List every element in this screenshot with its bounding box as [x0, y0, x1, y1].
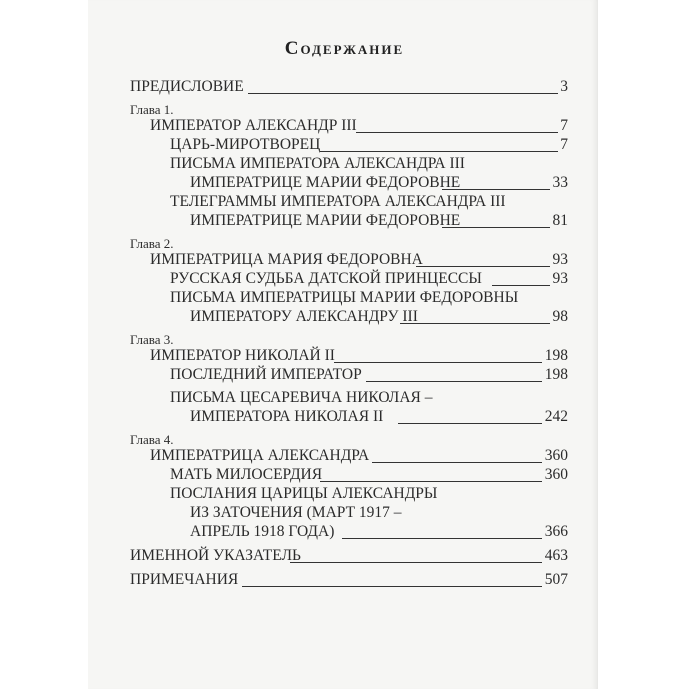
toc-entry-title: ПОСЛЕДНИЙ ИМПЕРАТОР — [170, 366, 362, 383]
toc-leader-line — [320, 480, 542, 482]
toc-leader-line — [342, 537, 542, 539]
toc-entry-page: 360 — [544, 466, 568, 483]
toc-entry-title: ПРИМЕЧАНИЯ — [130, 571, 239, 588]
toc-entry-title: ЦАРЬ-МИРОТВОРЕЦ — [170, 136, 321, 153]
toc-leader-line — [320, 150, 558, 152]
toc-leader-line — [334, 361, 542, 363]
contents-heading: Содержание — [284, 38, 405, 59]
toc-entry-title: ПРЕДИСЛОВИЕ — [130, 78, 244, 95]
toc-entry-title: ИМПЕРАТОРА НИКОЛАЯ II — [190, 408, 384, 425]
toc-leader-line — [442, 188, 550, 190]
toc-leader-line — [442, 226, 550, 228]
toc-entry-page: 242 — [544, 408, 568, 425]
toc-entry-page: 3 — [560, 78, 568, 95]
toc-entry-title: ПОСЛАНИЯ ЦАРИЦЫ АЛЕКСАНДРЫ — [170, 485, 438, 502]
toc-leader-line — [492, 284, 550, 286]
toc-entry-title: РУССКАЯ СУДЬБА ДАТСКОЙ ПРИНЦЕССЫ — [170, 270, 482, 287]
toc-entry-title: ИМПЕРАТРИЦА МАРИЯ ФЕДОРОВНА — [150, 251, 423, 268]
chapter-label: Глава 4. — [130, 432, 174, 447]
toc-entry-page: 463 — [544, 547, 568, 564]
chapter-label: Глава 3. — [130, 332, 174, 347]
toc-entry-page: 93 — [552, 270, 568, 287]
toc-entry-title: ИМЕННОЙ УКАЗАТЕЛЬ — [130, 547, 301, 564]
toc-leader-line — [356, 131, 558, 133]
toc-entry-page: 98 — [552, 308, 568, 325]
toc-entry-title: ИМПЕРАТОР НИКОЛАЙ II — [150, 347, 335, 364]
toc-entry-title: ИМПЕРАТРИЦЕ МАРИИ ФЕДОРОВНЕ — [190, 174, 461, 191]
toc-entry-page: 360 — [544, 447, 568, 464]
toc-leader-line — [248, 92, 560, 94]
toc-entry-title: МАТЬ МИЛОСЕРДИЯ — [170, 466, 323, 483]
toc-entry-page: 33 — [552, 174, 568, 191]
toc-leader-line — [400, 322, 550, 324]
toc-entry-title: ИМПЕРАТРИЦА АЛЕКСАНДРА — [150, 447, 370, 464]
toc-entry-page: 7 — [560, 117, 568, 134]
toc-entry-page: 81 — [552, 212, 568, 229]
toc-entry-page: 7 — [560, 136, 568, 153]
toc-entry-title: ПИСЬМА ИМПЕРАТРИЦЫ МАРИИ ФЕДОРОВНЫ — [170, 289, 519, 306]
chapter-label: Глава 2. — [130, 236, 174, 251]
toc-entry-page: 198 — [544, 366, 568, 383]
toc-leader-line — [242, 585, 542, 587]
chapter-label: Глава 1. — [130, 102, 174, 117]
toc-entry-title: ИЗ ЗАТОЧЕНИЯ (МАРТ 1917 – — [190, 504, 402, 521]
toc-entry-title: ИМПЕРАТРИЦЕ МАРИИ ФЕДОРОВНЕ — [190, 212, 461, 229]
toc-leader-line — [290, 561, 542, 563]
toc-leader-line — [372, 461, 542, 463]
toc-entry-title: АПРЕЛЬ 1918 ГОДА) — [190, 523, 335, 540]
toc-leader-line — [366, 380, 542, 382]
toc-entry-title: ПИСЬМА ИМПЕРАТОРА АЛЕКСАНДРА III — [170, 155, 465, 172]
toc-entry-page: 366 — [544, 523, 568, 540]
toc-entry-title: ТЕЛЕГРАММЫ ИМПЕРАТОРА АЛЕКСАНДРА III — [170, 193, 506, 210]
toc-entry-title: ИМПЕРАТОРУ АЛЕКСАНДРУ III — [190, 308, 418, 325]
toc-leader-line — [398, 422, 542, 424]
toc-entry-page: 93 — [552, 251, 568, 268]
toc-entry-title: ПИСЬМА ЦЕСАРЕВИЧА НИКОЛАЯ – — [170, 389, 433, 406]
toc-entry-page: 507 — [544, 571, 568, 588]
toc-entry-title: ИМПЕРАТОР АЛЕКСАНДР III — [150, 117, 357, 134]
toc-entry-page: 198 — [544, 347, 568, 364]
toc-leader-line — [416, 265, 550, 267]
